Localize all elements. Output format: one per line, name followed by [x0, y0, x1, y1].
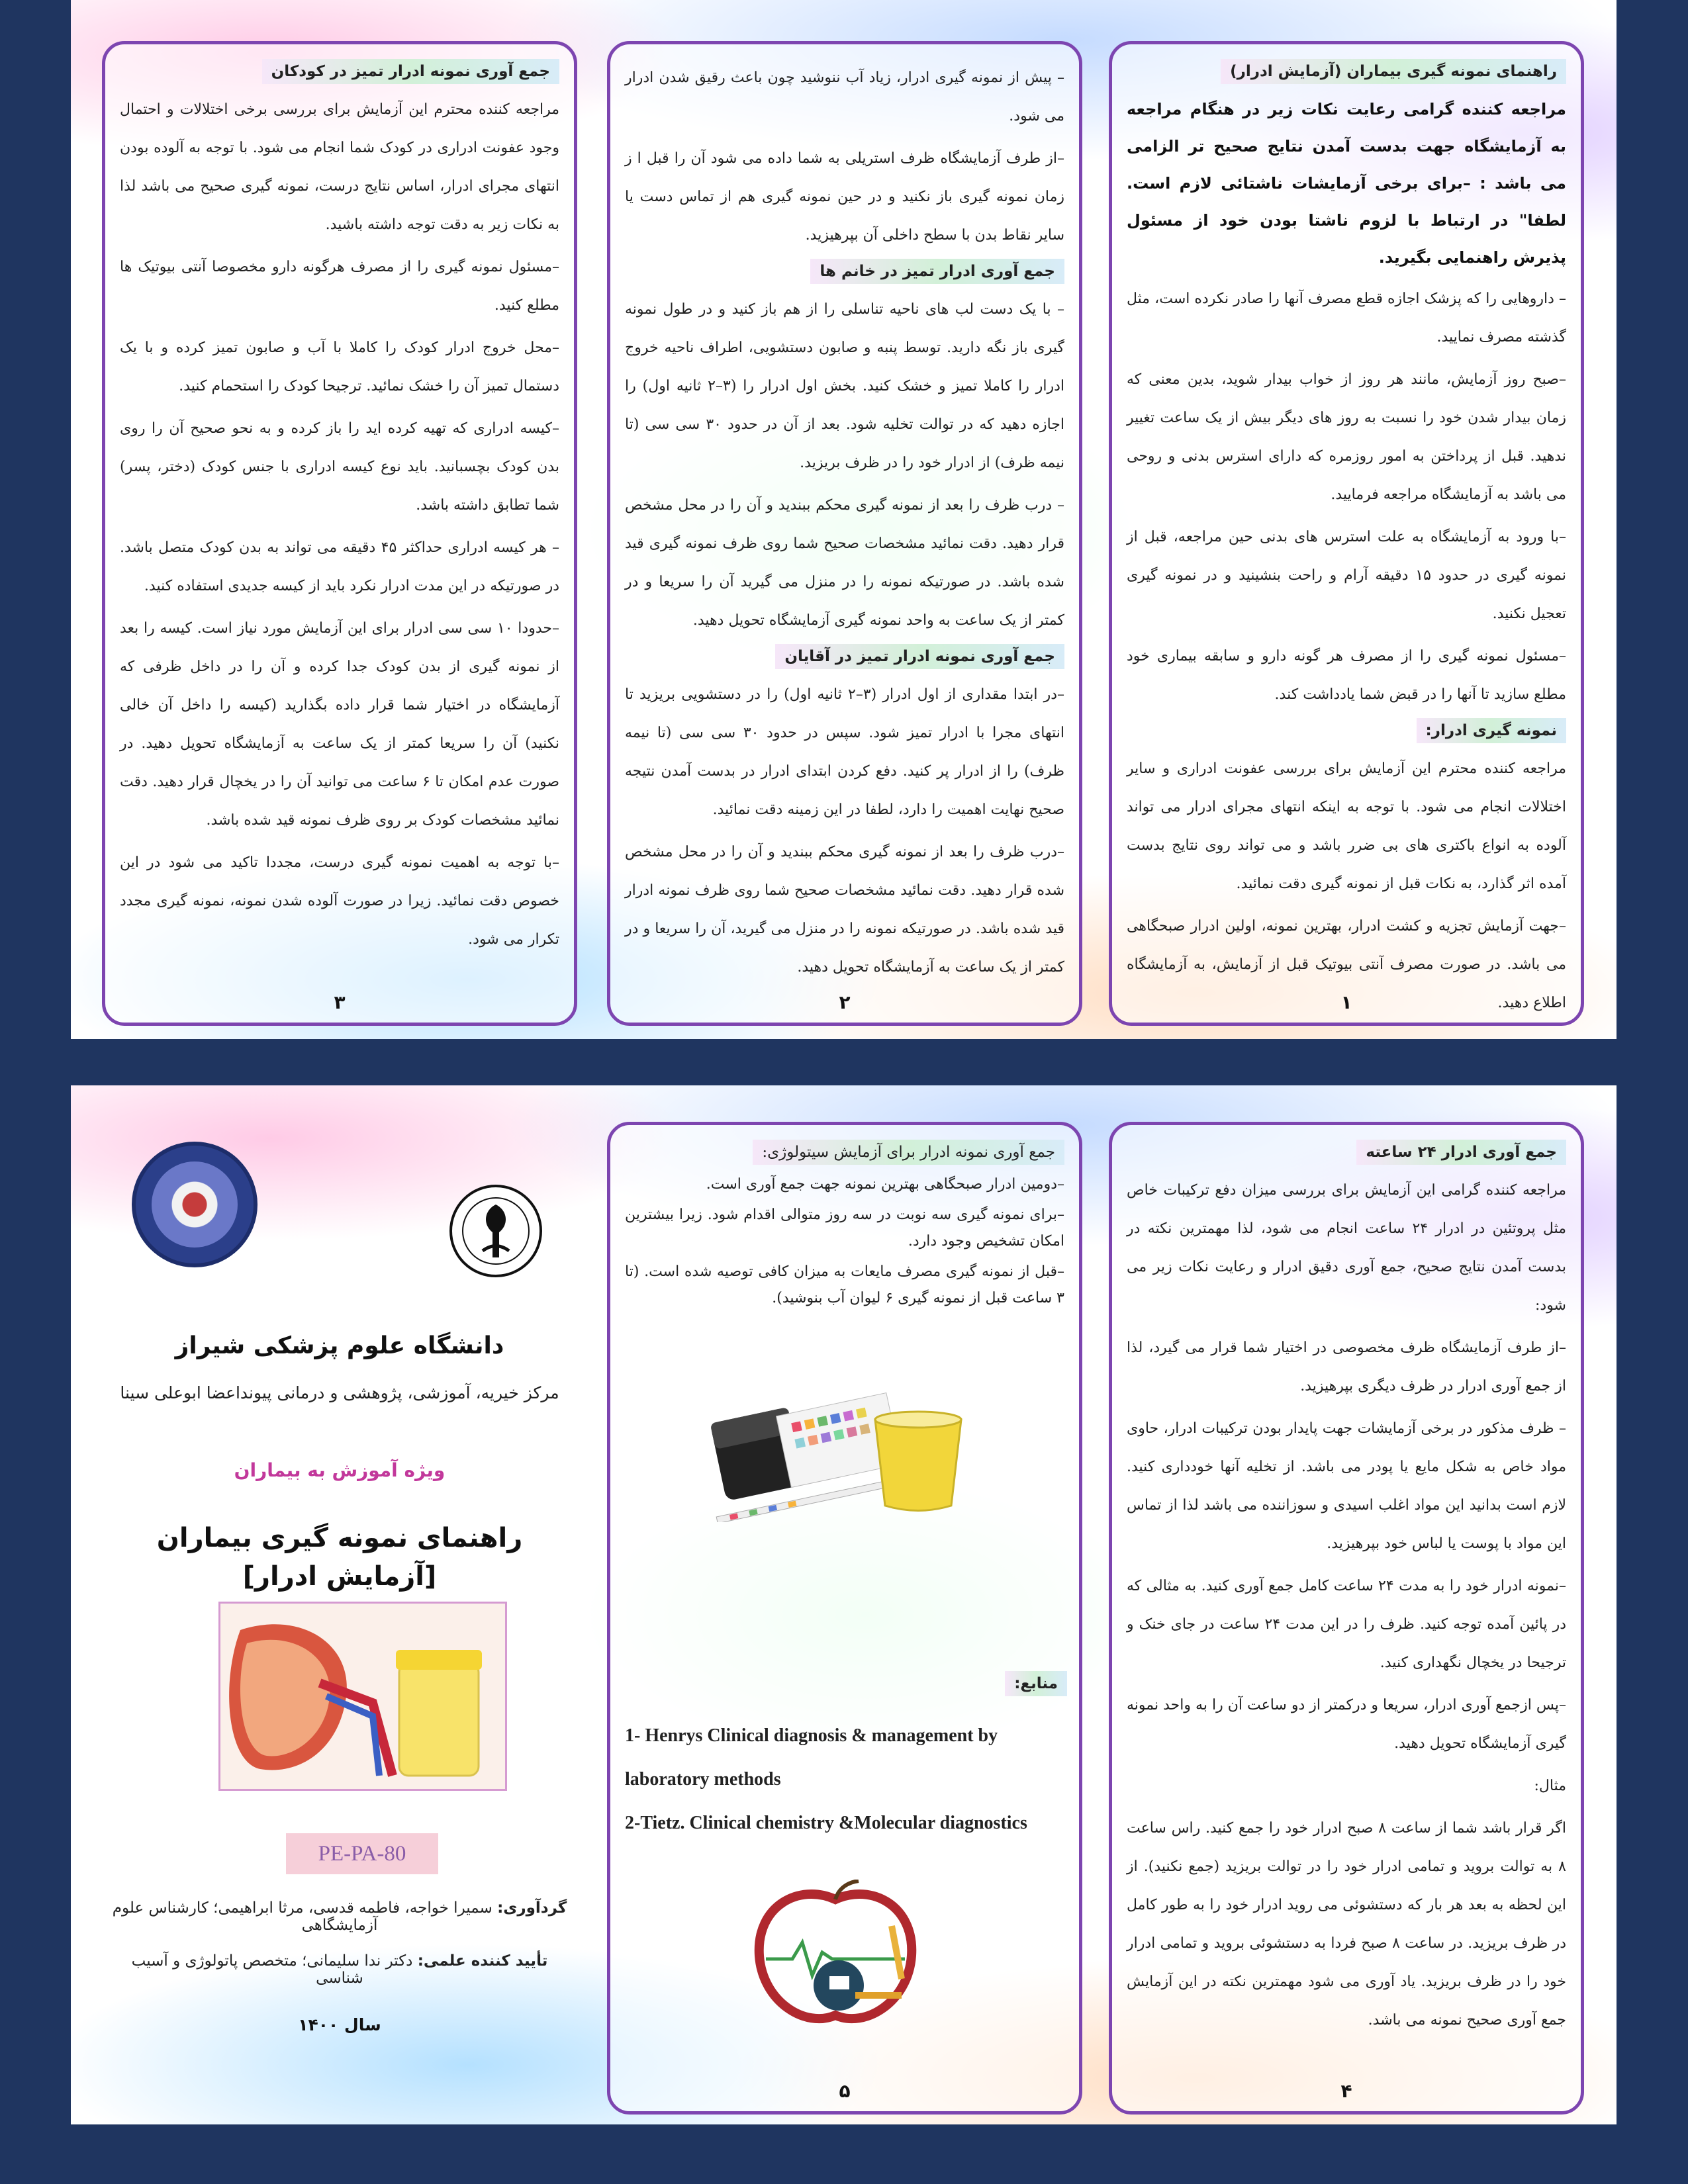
- urine-test-strip-image: [677, 1357, 1008, 1522]
- panel-1-para: –با ورود به آزمایشگاه به علت استرس های بدنی حین مراجعه، قبل از نمونه گیری در حدود ۱۵ دقیقه آرام و راحت بنشینید و در نمونه گیری تعجیل نکنید.: [1127, 529, 1567, 622]
- approved-label: تأیید کننده علمی:: [417, 1952, 548, 1970]
- panel-4-heading: جمع آوری ادرار ۲۴ ساعته: [1356, 1140, 1566, 1165]
- page-number: ۵: [839, 2080, 851, 2102]
- panel-1-para: –مسئول نمونه گیری را از مصرف هر گونه دارو و سابقه بیماری خود مطلع سازید تا آنها را در قبض شما یادداشت کند.: [1127, 648, 1566, 703]
- compiled-value: سمیرا خواجه، فاطمه قدسی، مرثا ابراهیمی؛ کارشناس علوم آزمایشگاهی: [112, 1899, 498, 1934]
- shiraz-university-logo: [446, 1181, 545, 1281]
- special-for-patients: ویژه آموزش به بیماران: [234, 1459, 445, 1481]
- page-number: ۱: [1340, 991, 1352, 1013]
- panel-1-para: –صبح روز آزمایش، مانند هر روز از خواب بیدار شوید، بدین معنی که زمان بیدار شدن خود را نسبت به روز های دیگر بیش از یک ساعت تغییر ندهید. قبل از پرداختن به امور روزمره که دارای استرس بدنی و روحی می باشد به آزمایشگاه مراجعه فرمایید.: [1127, 371, 1566, 503]
- panel-page-5: [607, 1122, 1082, 2115]
- panel-4-para: –از طرف آزمایشگاه ظرف مخصوصی در اختیار شما قرار می گیرد، لذا از جمع آوری ادرار در ظرف دیگری بپرهیزید.: [1127, 1340, 1567, 1394]
- panel-5-para: –برای نمونه گیری سه نوبت در سه روز متوالی اقدام شود. زیرا بیشترین امکان تشخیص وجود دارد.: [625, 1206, 1064, 1250]
- panel-1-para: –جهت آزمایش تجزیه و کشت ادرار، بهترین نمونه، اولین ادرار صبحگاهی می باشد. در صورت مصرف آنتی بیوتیک قبل از آزمایش، به آزمایشگاه اطلاع دهید.: [1127, 918, 1567, 1011]
- panel-3-para: –حدودا ۱۰ سی سی ادرار برای این آزمایش مورد نیاز است. کیسه را بعد از نمونه گیری از بدن کودک جدا کرده و آن را در داخل ظرفی که آزمایشگاه در اختیار شما قرار داده بگذارید (کیسه را داخل آن خالی نکنید) آن را سریعا کمتر از یک ساعت به آزمایشگاه تحویل دهید. در صورت عدم امکان تا ۶ ساعت می توانید آن را در یخچال قرار دهید. دقت نمائید مشخصات کودک بر روی ظرف نمونه قید شده باشد.: [120, 620, 559, 829]
- brochure-page-outside: [71, 1085, 1617, 2124]
- compiled-by: [109, 1899, 571, 1934]
- panel-2-para: – پیش از نمونه گیری ادرار، زیاد آب ننوشید چون باعث رقیق شدن ادرار می شود.: [625, 69, 1064, 124]
- panel-2-heading-women: جمع آوری ادرار تمیز در خانم ها: [810, 259, 1064, 284]
- panel-2-para: – با یک دست لب های ناحیه تناسلی را از هم باز کنید و در طول نمونه گیری باز نگه دارید. توسط پنبه و صابون دستشویی، اطراف ناحیه خروج ادرار را کاملا تمیز و خشک کنید. بخش اول ادرار را (۳–۲ ثانیه اول) را اجازه دهید که در توالت تخلیه شود. بعد از آن در حدود ۳۰ سی سی (تا نیمه ظرف) از ادرار خود را در ظرف بریزید.: [625, 301, 1065, 471]
- university-name: دانشگاه علوم پزشکی شیراز: [175, 1332, 504, 1359]
- approved-value: دکتر ندا سلیمانی؛ متخصص پاتولوژی و آسیب شناسی: [131, 1952, 418, 1987]
- panel-page-4: [1109, 1122, 1584, 2115]
- cover-title: [102, 1519, 577, 1596]
- kidney-image: [218, 1602, 507, 1791]
- publication-year: سال ۱۴۰۰: [298, 2015, 381, 2034]
- logo-emblem: [152, 1161, 238, 1248]
- panel-2-para: –در ابتدا مقداری از اول ادرار (۳–۲ ثانیه اول) را در دستشویی بریزید تا انتهای مجرا با ادرار تمیز شود. سپس در حدود ۳۰ سی سی (تا نیمه ظرف) را از ادرار پر کنید. دفع کردن ابتدای ادرار در بدست آمدن نتیجه صحیح نهایت اهمیت را دارد، لطفا در این زمینه دقت نمائید.: [625, 686, 1065, 818]
- cover-panel: [102, 1122, 577, 2115]
- panel-3-heading: جمع آوری نمونه ادرار تمیز در کودکان: [262, 59, 559, 84]
- panel-2-para: –درب ظرف را بعد از نمونه گیری محکم ببندید و آن را در محل مشخص شده قرار دهید. دقت نمائید مشخصات صحیح شما روی ظرف نمونه ادرار قید شده باشد. در صورتیکه نمونه را در منزل می گیرید، آن را سریعا و در کمتر از یک ساعت به آزمایشگاه تحویل دهید.: [625, 844, 1064, 976]
- panel-3-para: –محل خروج ادرار کودک را کاملا با آب و صابون تمیز کرده و با یک دستمال تمیز آن را خشک نمائید. ترجیحا کودک را استحمام کنید.: [120, 340, 559, 394]
- cover-title-line: [آزمایش ادرار]: [242, 1561, 437, 1592]
- panel-3-para: –با توجه به اهمیت نمونه گیری درست، مجددا تاکید می شود در این خصوص دقت نمائید. زیرا در صورت آلوده شدن نمونه، نمونه گیری مجدد تکرار می شود.: [120, 854, 560, 948]
- panel-page-2: [607, 41, 1082, 1026]
- education-apple-logo: [739, 1880, 931, 2032]
- page-number: ۴: [1340, 2080, 1352, 2102]
- document-code: PE-PA-80: [286, 1833, 438, 1874]
- panel-2-heading-men: جمع آوری نمونه ادرار تمیز در آقایان: [775, 644, 1064, 669]
- page-number: ۳: [334, 991, 346, 1013]
- panel-1-subheading: نمونه گیری ادرار:: [1417, 718, 1566, 743]
- panel-4-para: مراجعه کننده گرامی این آزمایش برای بررسی میزان دفع ترکیبات خاص مثل پروتئین در ادرار ۲۴ ساعت انجام می شود، لذا مهمترین نکته در بدست آمدن نتایج صحیح، جمع آوری دقیق ادرار و رعایت نکات زیر می شود:: [1127, 1182, 1567, 1314]
- panel-5-heading: جمع آوری نمونه ادرار برای آزمایش سیتولوژی:: [753, 1140, 1064, 1165]
- panel-2-para: –از طرف آزمایشگاه ظرف استریلی به شما داده می شود آن را قبل ا ز زمان نمونه گیری باز نکنید و در حین نمونه گیری هم از تماس دست یا سایر نقاط بدن با سطح داخلی آن بپرهیزید.: [625, 150, 1064, 244]
- page-number: ۲: [839, 991, 851, 1013]
- center-name: مرکز خیریه، آموزشی، پژوهشی و درمانی پیونداعضا ابوعلی سینا: [120, 1383, 559, 1402]
- references-list: [625, 1714, 1064, 1845]
- approved-by: [109, 1952, 571, 1987]
- panel-4-para: –نمونه ادرار خود را به مدت ۲۴ ساعت کامل جمع آوری کنید. به مثالی که در پائین آمده توجه کنید. ظرف را در این مدت ۲۴ ساعت در جای خنک و ترجیحا در یخچال نگهداری کنید.: [1127, 1578, 1567, 1671]
- references-heading: منابع:: [1005, 1671, 1067, 1696]
- organ-transplant-center-logo: [132, 1142, 258, 1267]
- panel-2-para: – درب ظرف را بعد از نمونه گیری محکم ببندید و آن را در محل مشخص قرار دهید. دقت نمائید مشخصات صحیح شما روی ظرف نمونه گیری قید شده باشد. در صورتیکه نمونه را در منزل می گیرید آن را سریعا و در کمتر از یک ساعت به واحد نمونه گیری آزمایشگاه تحویل دهید.: [625, 497, 1064, 629]
- panel-1-heading: راهنمای نمونه گیری بیماران (آزمایش ادرار): [1221, 59, 1566, 84]
- cover-title-line: راهنمای نمونه گیری بیماران: [156, 1523, 523, 1553]
- panel-4-para: – ظرف مذکور در برخی آزمایشات جهت پایدار بودن ترکیبات ادرار، حاوی مواد خاص به شکل مایع یا پودر می باشد. از تخلیه آنها خودداری کنید. لازم است بدانید این مواد اغلب اسیدی و سوزاننده می باشد لذا از تماس این مواد با پوست یا لباس خود بپرهیزید.: [1127, 1420, 1567, 1552]
- panel-3-para: مراجعه کننده محترم این آزمایش برای بررسی برخی اختلالات و احتمال وجود عفونت ادراری در کودک شما انجام می شود. با توجه به آلوده بودن انتهای مجرای ادرار، اساس نتایج درست، نمونه گیری صحیح می باشد لذا به نکات زیر به دقت توجه داشته باشید.: [120, 101, 559, 233]
- panel-3-para: –کیسه ادراری که تهیه کرده اید را باز کرده و به نحو صحیح آن را روی بدن کودک بچسبانید. باید نوع کیسه ادراری با جنس کودک (دختر، پسر) شما تطابق داشته باشد.: [120, 420, 559, 514]
- panel-1-intro: مراجعه کننده گرامی رعایت نکات زیر در هنگام مراجعه به آزمایشگاه جهت بدست آمدن نتایج صحیح تر الزامی می باشد : –برای برخی آزمایشات ناشتائی لازم است. لطفا" در ارتباط با لزوم ناشتا بودن خود از مسئول پذیرش راهنمایی بگیرید.: [1127, 100, 1566, 267]
- panel-5-para: –دومین ادرار صبحگاهی بهترین نمونه جهت جمع آوری است.: [706, 1176, 1064, 1193]
- panel-4-para: –پس ازجمع آوری ادرار، سریعا و درکمتر از دو ساعت آن را به واحد نمونه گیری آزمایشگاه تحویل دهید.: [1127, 1697, 1566, 1752]
- panel-1-para: – داروهایی را که پزشک اجازه قطع مصرف آنها را صادر نکرده است، مثل گذشته مصرف نمایید.: [1127, 291, 1566, 345]
- panel-3-para: – هر کیسه ادراری حداکثر ۴۵ دقیقه می تواند به بدن کودک متصل باشد. در صورتیکه در این مدت ادرار نکرد باید از کیسه جدیدی استفاده کنید.: [120, 539, 559, 594]
- panel-3-para: –مسئول نمونه گیری را از مصرف هرگونه دارو مخصوصا آنتی بیوتیک ها مطلع کنید.: [120, 259, 559, 314]
- panel-1-para: مراجعه کننده محترم این آزمایش برای بررسی عفونت ادراری و سایر اختلالات انجام می شود. با توجه به اینکه انتهای مجرای ادرار می تواند آلوده به انواع باکتری های بی ضرر باشد و می تواند روی نتایج بدست آمده اثر گذارد، به نکات قبل از نمونه گیری دقت نمائید.: [1127, 760, 1566, 892]
- panel-4-para: اگر قرار باشد شما از ساعت ۸ صبح ادرار خود را جمع کنید. راس ساعت ۸ به توالت بروید و تمامی ادرار خود را در توالت بریزید (جمع نکنید). از این لحظه به بعد هر بار که دستشوئی می روید ادرار خود را به طور کامل در ظرف بریزید. در ساعت ۸ صبح فردا به دستشوئی بروید و تمامی ادرار خود را در ظرف بریزید. یاد آوری می شود مهمترین نکته در این آزمایش جمع آوری صحیح نمونه می باشد.: [1127, 1820, 1567, 2028]
- reference-item: 2-Tietz. Clinical chemistry &Molecular diagnostics: [625, 1813, 1027, 1833]
- reference-item: 1- Henrys Clinical diagnosis & management by laboratory methods: [625, 1725, 998, 1790]
- panel-4-example-label: مثال:: [1534, 1778, 1566, 1794]
- brochure-page-inside: [71, 0, 1617, 1039]
- panel-page-1: [1109, 41, 1584, 1026]
- compiled-label: گردآوری:: [497, 1899, 567, 1917]
- panel-5-para: –قبل از نمونه گیری مصرف مایعات به میزان کافی توصیه شده است. (تا ۳ ساعت قبل از نمونه گیری ۶ لیوان آب بنوشید).: [625, 1263, 1064, 1306]
- panel-page-3: [102, 41, 577, 1026]
